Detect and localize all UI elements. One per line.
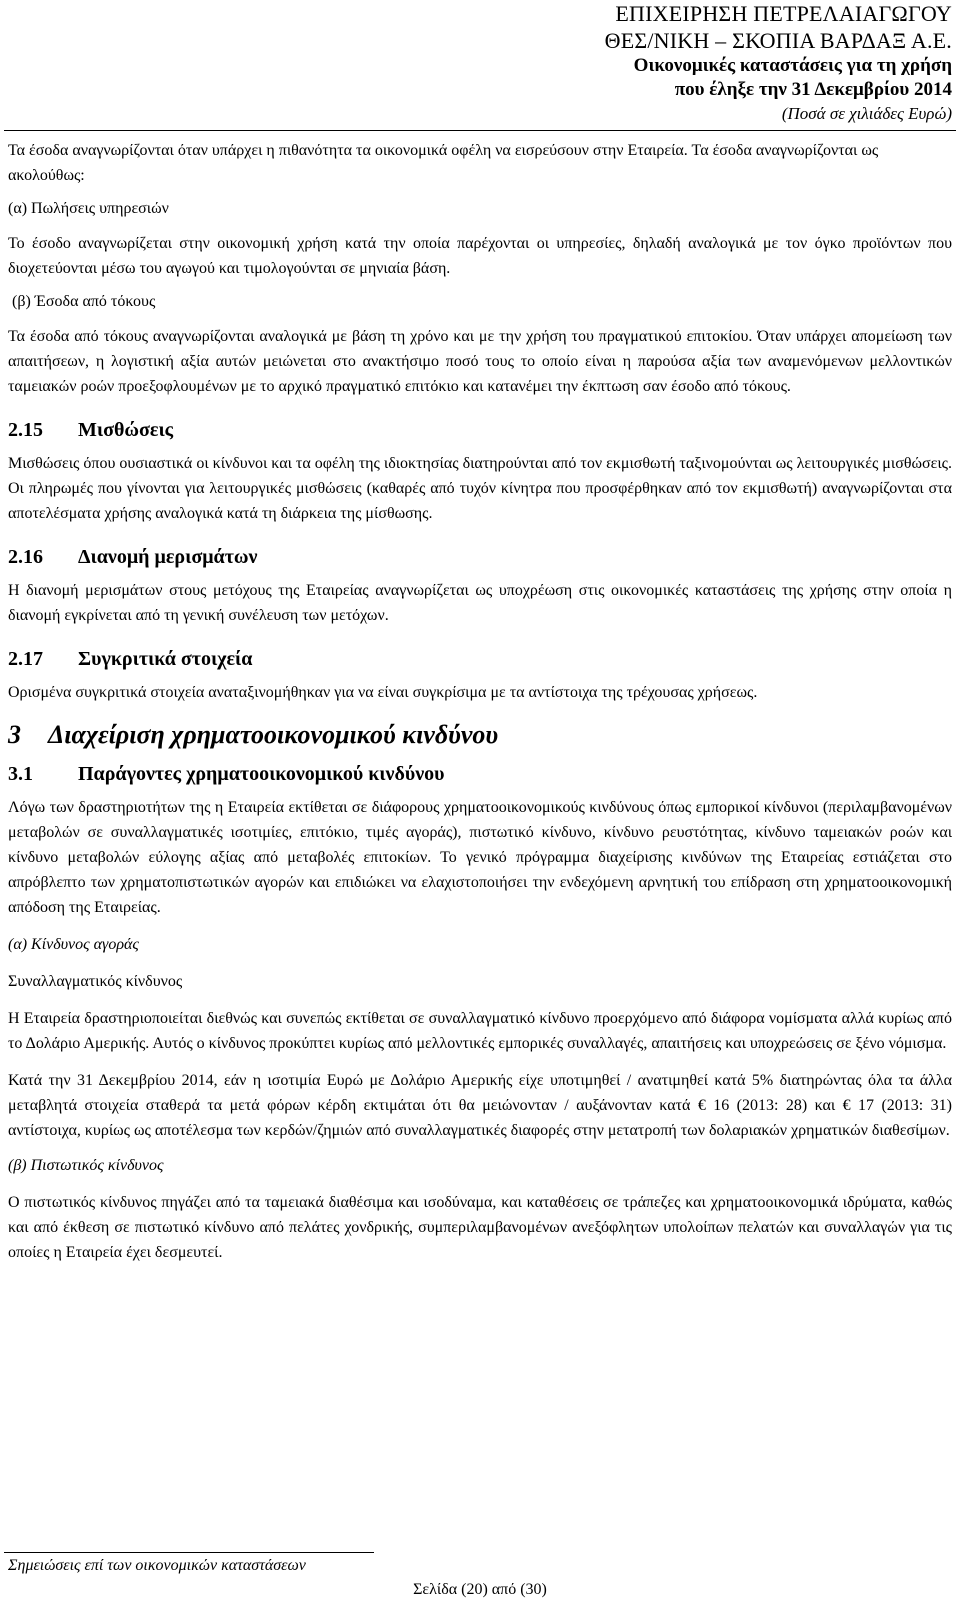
fx-sensitivity-paragraph: Κατά την 31 Δεκεμβρίου 2014, εάν η ισοτιμία Ευρώ με Δολάριο Αμερικής είχε υποτιμηθεί / ανατιμηθεί κατά 5% διατηρώντας όλα τα άλλα μεταβλητά στοιχεία σταθερά τα μετά φόρων κέρδη εκτιμάται ότι θα μειώνονταν / αυξάνονταν κατά € 16 (2013: 28) και € 17 (2013: 31) αντίστοιχα, κυρίως ως αποτέλεσμα των κερδών/ζημιών από συναλλαγματικές διαφορές στην μετατροπή των δολαριακών χρηματικών διαθεσίμων. bbox=[8, 1072, 952, 1139]
section-title: Παράγοντες χρηματοοικονομικού κινδύνου bbox=[78, 763, 445, 785]
section-title: Διανομή μερισμάτων bbox=[78, 546, 258, 568]
section-heading-2-16 bbox=[8, 542, 952, 572]
dividends-paragraph: Η διανομή μερισμάτων στους μετόχους της Εταιρείας αναγνωρίζεται ως υποχρέωση στις οικονομικές καταστάσεις της χρήσης στην οποία η διανομή εγκρίνεται από τη γενική συνέλευση των μετόχων. bbox=[8, 582, 952, 624]
company-name-line2: ΘΕΣ/ΝΙΚΗ – ΣΚΟΠΙΑ ΒΑΡΔΑΞ Α.Ε. bbox=[604, 28, 952, 53]
interest-income-label: (β) Έσοδα από τόκους bbox=[12, 293, 156, 310]
section-heading-3-1 bbox=[8, 759, 952, 789]
section-heading-2-17 bbox=[8, 644, 952, 674]
fx-risk-label: Συναλλαγματικός κίνδυνος bbox=[8, 973, 183, 990]
section-title: Συγκριτικά στοιχεία bbox=[78, 648, 253, 670]
chapter-title: Διαχείριση χρηματοοικονομικού κινδύνου bbox=[48, 720, 499, 749]
section-number: 2.16 bbox=[8, 546, 43, 568]
comparatives-paragraph: Ορισμένα συγκριτικά στοιχεία αναταξινομήθηκαν για να είναι συγκρίσιμα με τα αντίστοιχα της τρέχουσας χρήσεως. bbox=[8, 684, 758, 701]
fx-risk-paragraph: Η Εταιρεία δραστηριοποιείται διεθνώς και συνεπώς εκτίθεται σε συναλλαγματικό κίνδυνο προερχόμενο από διάφορα νομίσματα αλλά κυρίως από το Δολάριο Αμερικής. Αυτός ο κίνδυνος προκύπτει κυρίως από μελλοντικές εμπορικές συναλλαγές, απαιτήσεις και υποχρεώσεις σε ξένο νόμισμα. bbox=[8, 1010, 952, 1052]
header-divider bbox=[4, 130, 956, 131]
company-name-line1: ΕΠΙΧΕΙΡΗΣΗ ΠΕΤΡΕΛΑΙΑΓΩΓΟΥ bbox=[615, 1, 952, 26]
chapter-number: 3 bbox=[8, 720, 21, 749]
leases-paragraph: Μισθώσεις όπου ουσιαστικά οι κίνδυνοι και τα οφέλη της ιδιοκτησίας διατηρούνται από τον εκμισθωτή ταξινομούνται ως λειτουργικές μισθώσεις. Οι πληρωμές που γίνονται για λειτουργικές μισθώσεις (καθαρές από τυχόν κίνητρα που προσφέρθηκαν από τον εκμισθωτή) αναγνωρίζονται στα αποτελέσματα χρήσης αναλογικά κατά τη διάρκεια της μίσθωσης. bbox=[8, 455, 952, 522]
page-header bbox=[605, 0, 952, 125]
interest-income-paragraph: Τα έσοδα από τόκους αναγνωρίζονται αναλογικά με βάση τη χρόνο και με την χρήση του πραγματικού επιτοκίου. Όταν υπάρχει απομείωση των απαιτήσεων, η λογιστική αξία αυτών μειώνεται στο ανακτήσιμο ποσό τους το οποίο είναι η παρούσα αξία των αναμενόμενων μελλοντικών ταμειακών ροών προεξοφλουμένων με το αρχικό πραγματικό επιτόκιο και κατανέμει την έκπτωση σαν έσοδο από τόκους. bbox=[8, 328, 952, 395]
statement-title-line1: Οικονομικές καταστάσεις για τη χρήση bbox=[633, 55, 952, 76]
footer-divider bbox=[4, 1552, 374, 1553]
statement-title-line2: που έληξε την 31 Δεκεμβρίου 2014 bbox=[674, 79, 952, 100]
section-number: 3.1 bbox=[8, 763, 33, 785]
page-content bbox=[8, 138, 952, 1265]
section-heading-2-15 bbox=[8, 415, 952, 445]
market-risk-label: (α) Κίνδυνος αγοράς bbox=[8, 936, 139, 953]
financial-risk-paragraph: Λόγω των δραστηριοτήτων της η Εταιρεία εκτίθεται σε διάφορους χρηματοοικονομικούς κινδύνους όπως εμπορικοί κίνδυνοι (περιλαμβανομένων μεταβολών σε συναλλαγματικές ισοτιμίες, επιτόκιο, τιμές αγοράς), πιστωτικό κίνδυνο, κίνδυνο ρευστότητας, κίνδυνο ταμειακών ροών και κίνδυνο μεταβολών εύλογης αξίας από μεταβολές επιτοκίων. Το γενικό πρόγραμμα διαχείρισης κινδύνων της Εταιρείας εστιάζεται στο απρόβλεπτο των χρηματοπιστωτικών αγορών και επιδιώκει να ελαχιστοποιήσει την ενδεχόμενη αρνητική του επίδραση στη χρηματοοικονομική απόδοση της Εταιρείας. bbox=[8, 799, 952, 916]
section-title: Μισθώσεις bbox=[78, 419, 174, 441]
credit-risk-label: (β) Πιστωτικός κίνδυνος bbox=[8, 1157, 164, 1174]
services-sales-label: (α) Πωλήσεις υπηρεσιών bbox=[8, 200, 169, 217]
page-number: Σελίδα (20) από (30) bbox=[413, 1581, 547, 1598]
section-number: 2.15 bbox=[8, 419, 43, 441]
services-sales-paragraph: Το έσοδο αναγνωρίζεται στην οικονομική χρήση κατά την οποία παρέχονται οι υπηρεσίες, δηλαδή αναλογικά με τον όγκο προϊόντων που διοχετεύονται μέσω του αγωγού και τιμολογούνται σε μηνιαία βάση. bbox=[8, 235, 952, 277]
section-number: 2.17 bbox=[8, 648, 43, 670]
chapter-heading-3 bbox=[8, 715, 952, 755]
amounts-note: (Ποσά σε χιλιάδες Ευρώ) bbox=[781, 104, 952, 123]
credit-risk-paragraph: Ο πιστωτικός κίνδυνος πηγάζει από τα ταμειακά διαθέσιμα και ισοδύναμα, και καταθέσεις σε τράπεζες και χρηματοοικονομικά ιδρύματα, καθώς και από έκθεση σε πιστωτικό κίνδυνο από πελάτες χονδρικής, συμπεριλαμβανομένων ανεξόφλητων υπολοίπων πελατών και συναλλαγών για τις οποίες η Εταιρεία έχει δεσμευτεί. bbox=[8, 1194, 952, 1261]
revenue-recognition-intro: Τα έσοδα αναγνωρίζονται όταν υπάρχει η πιθανότητα τα οικονομικά οφέλη να εισρεύσουν στην Εταιρεία. Τα έσοδα αναγνωρίζονται ως ακολούθως: bbox=[8, 142, 879, 184]
footer-note: Σημειώσεις επί των οικονομικών καταστάσεων bbox=[8, 1557, 306, 1574]
